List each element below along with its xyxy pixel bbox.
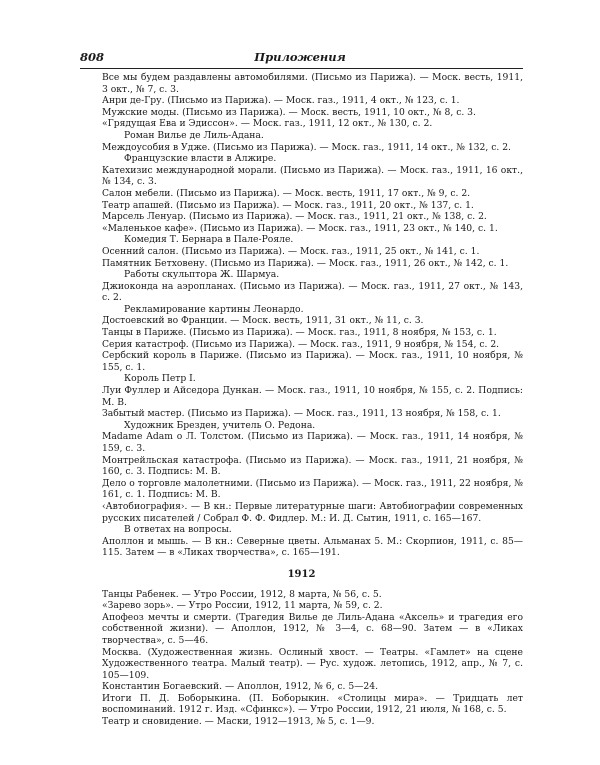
bibliography-entry: Аполлон и мышь. — В кн.: Северные цветы. Альманах 5. М.: Скорпион, 1911, с. 85—115. Затем — в «Ликах творчества», с. 165—191. bbox=[102, 535, 523, 559]
bibliography-entry: Танцы Рабенек. — Утро России, 1912, 8 марта, № 56, с. 5. bbox=[102, 588, 382, 600]
entry-annotation: Комедия Т. Бернара в Пале-Рояле. bbox=[124, 234, 294, 246]
bibliography-entry: Джиоконда на аэропланах. (Письмо из Парижа). — Моск. газ., 1911, 27 окт., № 143, с. 2. bbox=[102, 280, 523, 304]
bibliography-entry: Памятник Бетховену. (Письмо из Парижа). — Моск. газ., 1911, 26 окт., № 142, с. 1. bbox=[102, 257, 509, 269]
entry-annotation: В ответах на вопросы. bbox=[124, 524, 232, 536]
bibliography-entry: Все мы будем раздавлены автомобилями. (Письмо из Парижа). — Моск. весть, 1911, 3 окт., № 7, с. 3. bbox=[102, 72, 523, 95]
entry-annotation: Художник Брезден, учитель О. Редона. bbox=[124, 419, 316, 431]
page-header bbox=[80, 50, 520, 70]
bibliography-entry: Дело о торговле малолетними. (Письмо из Парижа). — Моск. газ., 1911, 22 ноября, № 161, с. 1. Подпись: М. В. bbox=[102, 477, 523, 501]
entries-1912 bbox=[80, 589, 523, 728]
entry-annotation: Работы скульптора Ж. Шармуа. bbox=[124, 269, 280, 281]
bibliography-entry: Мужские моды. (Письмо из Парижа). — Моск. весть, 1911, 10 окт., № 8, с. 3. bbox=[102, 106, 476, 118]
bibliography-entry: Madame Adam о Л. Толстом. (Письмо из Парижа). — Моск. газ., 1911, 14 ноября, № 159, с. 3. bbox=[102, 431, 523, 454]
bibliography-entry: Константин Богаевский. — Аполлон, 1912, № 6, с. 5—24. bbox=[102, 681, 379, 693]
bibliography-entry: Апофеоз мечты и смерти. (Трагедия Вилье де Лиль-Адана «Аксель» и трагедия его собственной жизни). — Аполлон, 1912, № 3—4, с. 68—90. Затем — в «Ликах творчества», с. 5—46. bbox=[102, 611, 523, 646]
bibliography-entry: Сербский король в Париже. (Письмо из Парижа). — Моск. газ., 1911, 10 ноября, № 155, с. 1. bbox=[102, 350, 523, 373]
bibliography-entry: Осенний салон. (Письмо из Парижа). — Моск. газ., 1911, 25 окт., № 141, с. 1. bbox=[102, 245, 480, 257]
bibliography-entry: Театр и сновидение. — Маски, 1912—1913, № 5, с. 1—9. bbox=[102, 716, 375, 728]
bibliography-entry: Монтрейльская катастрофа. (Письмо из Парижа). — Моск. газ., 1911, 21 ноября, № 160, с. 3. Подпись: М. В. bbox=[102, 454, 523, 478]
entry-annotation: Рекламирование картины Леонардо. bbox=[124, 303, 304, 315]
bibliography-entry: Достоевский во Франции. — Моск. весть, 1911, 31 окт., № 11, с. 3. bbox=[102, 315, 424, 327]
bibliography-entry: «Зарево зорь». — Утро России, 1912, 11 марта, № 59, с. 2. bbox=[102, 600, 383, 612]
page-number: 808 bbox=[80, 50, 105, 64]
bibliography-entry: Междоусобия в Удже. (Письмо из Парижа). — Моск. газ., 1911, 14 окт., № 132, с. 2. bbox=[102, 141, 511, 153]
entry-annotation: Французские власти в Алжире. bbox=[124, 153, 277, 165]
bibliography-entry: Анри де-Гру. (Письмо из Парижа). — Моск. газ., 1911, 4 окт., № 123, с. 1. bbox=[102, 95, 460, 107]
bibliography-entry: Москва. (Художественная жизнь. Ослиный хвост. — Театры. «Гамлет» на сцене Художественного театра. Малый театр). — Рус. худож. летопись, 1912, апр., № 7, с. 105—109. bbox=[102, 646, 523, 681]
bibliography-entry: «Маленькое кафе». (Письмо из Парижа). — Моск. газ., 1911, 23 окт., № 140, с. 1. bbox=[102, 222, 498, 234]
bibliography-entry: Танцы в Париже. (Письмо из Парижа). — Моск. газ., 1911, 8 ноября, № 153, с. 1. bbox=[102, 327, 497, 339]
entries-1911 bbox=[80, 72, 523, 559]
bibliography-body bbox=[80, 72, 523, 728]
bibliography-entry: Серия катастроф. (Письмо из Парижа). — Моск. газ., 1911, 9 ноября, № 154, с. 2. bbox=[102, 338, 500, 350]
bibliography-entry: Театр апашей. (Письмо из Парижа). — Моск. газ., 1911, 20 окт., № 137, с. 1. bbox=[102, 199, 474, 211]
bibliography-entry: Забытый мастер. (Письмо из Парижа). — Моск. газ., 1911, 13 ноября, № 158, с. 1. bbox=[102, 408, 501, 420]
entry-annotation: Роман Вилье де Лиль-Адана. bbox=[124, 129, 264, 141]
bibliography-entry: ‹Автобиография›. — В кн.: Первые литературные шаги: Автобиографии современных русских писателей / Собрал Ф. Ф. Фидлер. М.: И. Д. Сытин, 1911, с. 165—167. bbox=[102, 500, 523, 524]
running-title: Приложения bbox=[254, 50, 346, 64]
entry-annotation: Король Петр I. bbox=[124, 373, 196, 385]
bibliography-entry: «Грядущая Ева и Эдиссон». — Моск. газ., 1911, 12 окт., № 130, с. 2. bbox=[102, 118, 433, 130]
bibliography-entry: Катехизис международной морали. (Письмо из Парижа). — Моск. газ., 1911, 16 окт., № 134, с. 3. bbox=[102, 164, 523, 188]
header-rule bbox=[80, 68, 523, 69]
year-heading: 1912 bbox=[287, 568, 316, 580]
bibliography-entry: Итоги П. Д. Боборыкина. (П. Боборыкин. «Столицы мира». — Тридцать лет воспоминаний. 1912 г. Изд. «Сфинкс»). — Утро России, 1912, 21 июля, № 168, с. 5. bbox=[102, 692, 523, 716]
bibliography-entry: Салон мебели. (Письмо из Парижа). — Моск. весть, 1911, 17 окт., № 9, с. 2. bbox=[102, 187, 471, 199]
bibliography-entry: Марсель Ленуар. (Письмо из Парижа). — Моск. газ., 1911, 21 окт., № 138, с. 2. bbox=[102, 211, 487, 223]
bibliography-entry: Луи Фуллер и Айседора Дункан. — Моск. газ., 1911, 10 ноября, № 155, с. 2. Подпись: М. В. bbox=[102, 385, 523, 408]
